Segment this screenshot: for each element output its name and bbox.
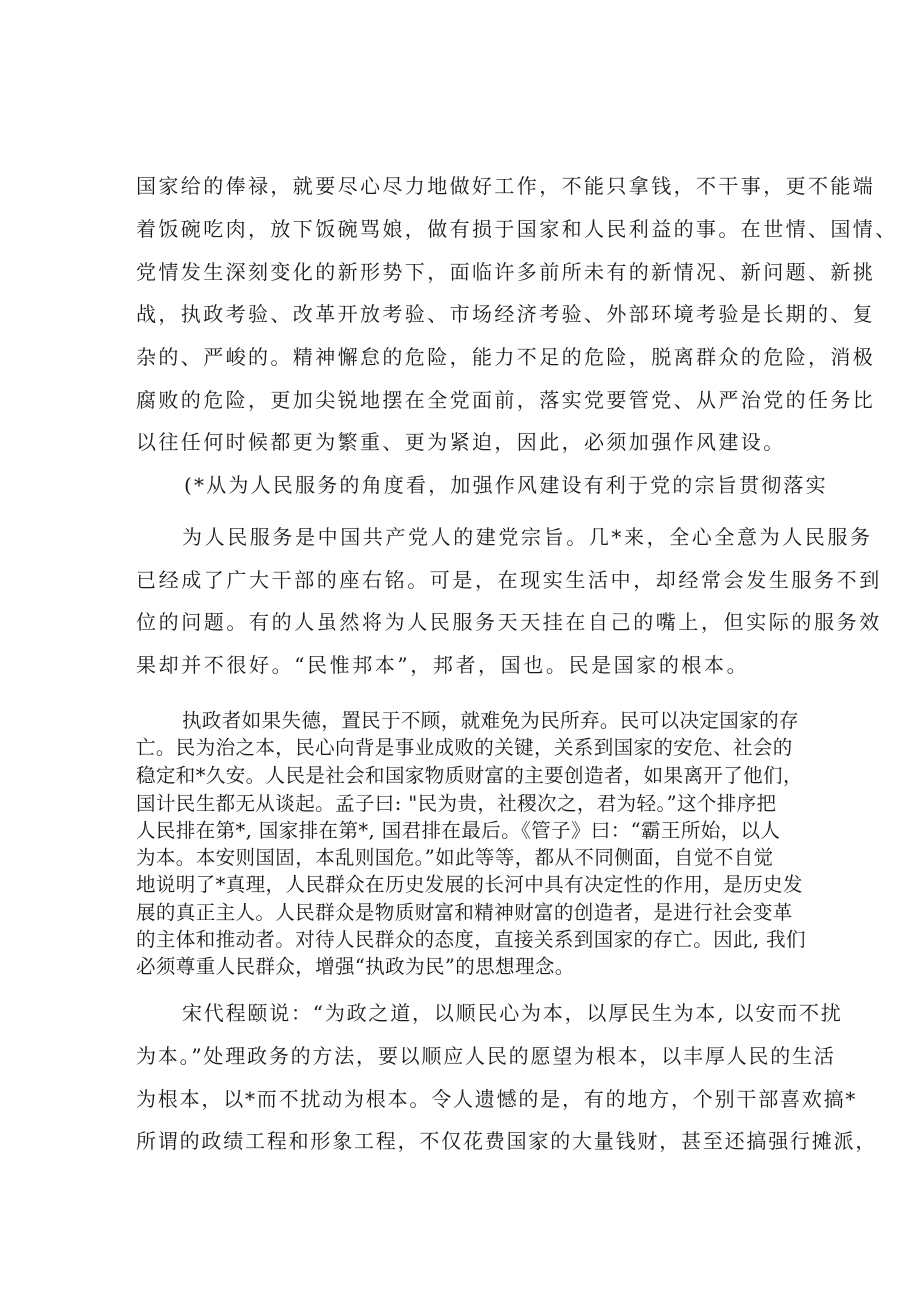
text-line: 为本。”处理政务的方法，要以顺应人民的愿望为根本，以丰厚人民的生活 xyxy=(136,1044,836,1068)
text-line: 国家给的俸禄，就要尽心尽力地做好工作，不能只拿钱，不干事，更不能端 xyxy=(136,174,876,198)
text-line: 已经成了广大干部的座右铭。可是，在现实生活中，却经常会发生服务不到 xyxy=(136,568,882,592)
text-line: 宋代程颐说：“为政之道，以顺民心为本，以厚民生为本, 以安而不扰 xyxy=(182,1001,843,1025)
text-line: 以往任何时候都更为繁重、更为紧迫，因此，必须加强作风建设。 xyxy=(136,430,786,454)
text-line: 党情发生深刻变化的新形势下，面临许多前所未有的新情况、新问题、新挑 xyxy=(136,260,876,284)
text-line: 展的真正主人。人民群众是物质财富和精神财富的创造者，是进行社会变革 xyxy=(136,901,793,924)
text-line: 执政者如果失德，置民于不顾，就难免为民所弃。民可以决定国家的存 xyxy=(182,709,799,732)
text-line: 必须尊重人民群众，增强“执政为民”的思想理念。 xyxy=(136,955,575,978)
text-line: 的主体和推动者。对待人民群众的态度，直接关系到国家的存亡。因此, 我们 xyxy=(136,928,806,951)
text-line: 着饭碗吃肉，放下饭碗骂娘，做有损于国家和人民利益的事。在世情、国情、 xyxy=(136,217,898,241)
text-line: 所谓的政绩工程和形象工程，不仅花费国家的大量钱财，甚至还搞强行摊派， xyxy=(136,1129,878,1153)
text-line: 战，执政考验、改革开放考验、市场经济考验、外部环境考验是长期的、复 xyxy=(136,302,876,326)
text-line: 国计民生都无从谈起。孟子曰: "民为贵，社稷次之，君为轻。”这个排序把 xyxy=(136,792,777,815)
text-line: 为根本，以*而不扰动为根本。令人遗憾的是，有的地方，个别干部喜欢搞* xyxy=(136,1087,858,1111)
text-line: 地说明了*真理，人民群众在历史发展的长河中具有决定性的作用，是历史发 xyxy=(136,873,803,896)
text-line: 稳定和*久安。人民是社会和国家物质财富的主要创造者，如果离开了他们， xyxy=(136,764,803,787)
text-line: 果却并不很好。“民惟邦本”，邦者，国也。民是国家的根本。 xyxy=(136,653,750,677)
text-line: 亡。民为治之本，民心向背是事业成败的关键，关系到国家的安危、社会的 xyxy=(136,736,793,759)
section-heading: (*从为人民服务的角度看，加强作风建设有利于党的宗旨贯彻落实 xyxy=(184,473,828,497)
text-line: 为本。本安则国固，本乱则国危。”如此等等，都从不同侧面，自觉不自觉 xyxy=(136,846,774,869)
text-line: 腐败的危险，更加尖锐地摆在全党面前，落实党要管党、从严治党的任务比 xyxy=(136,388,876,412)
text-line: 杂的、严峻的。精神懈怠的危险，能力不足的危险，脱离群众的危险，消极 xyxy=(136,345,876,369)
text-line: 为人民服务是中国共产党人的建党宗旨。几*来，全心全意为人民服务 xyxy=(182,525,873,549)
text-line: 人民排在第*, 国家排在第*, 国君排在最后。《管子》曰：“霸王所始，以人 xyxy=(136,819,781,842)
text-line: 位的问题。有的人虽然将为人民服务天天挂在自己的嘴上，但实际的服务效 xyxy=(136,610,882,634)
